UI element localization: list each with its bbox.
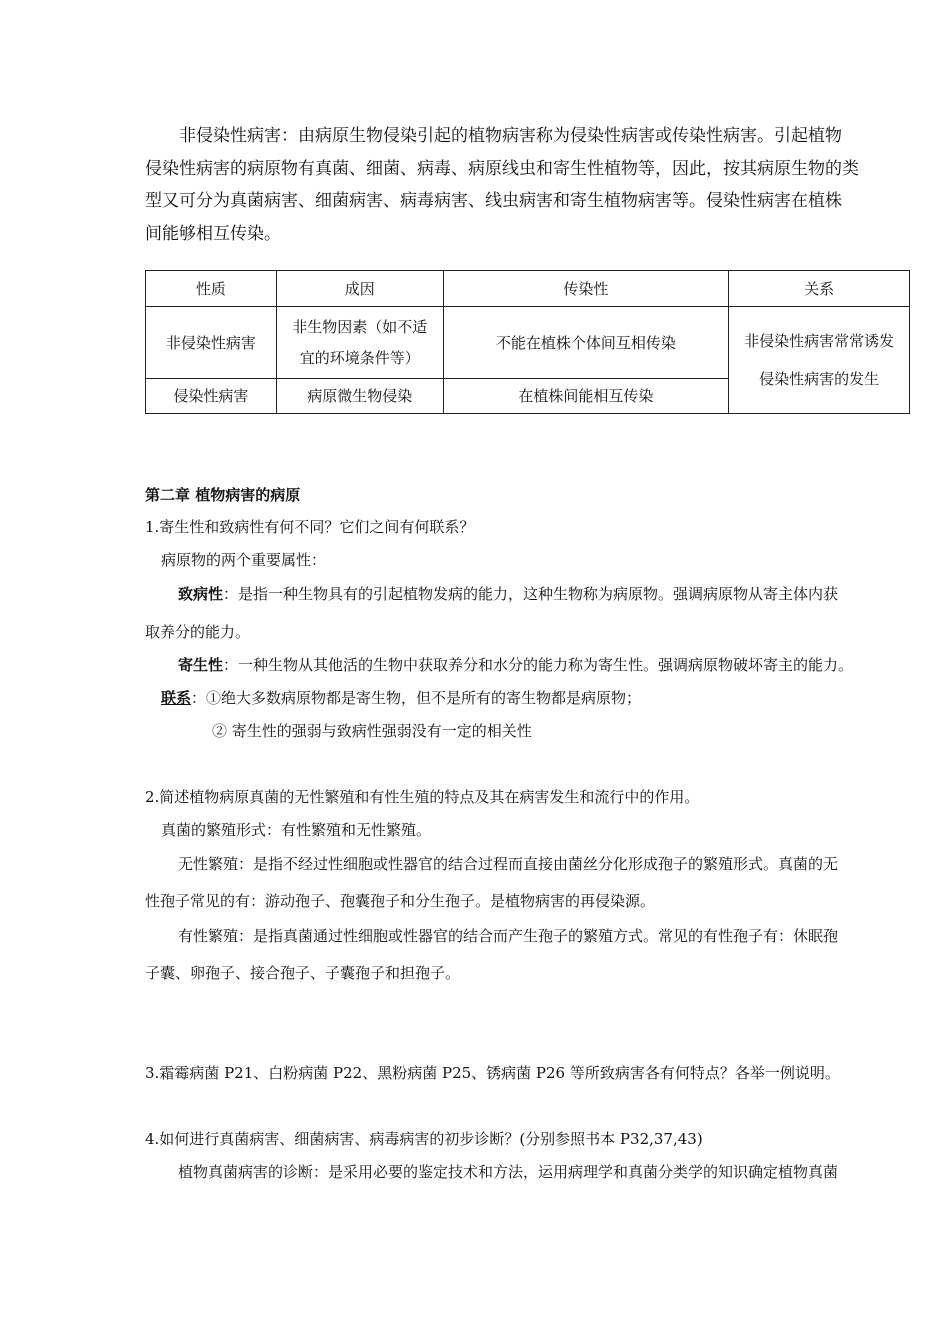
table-cell: 不能在植株个体间互相传染 [443,307,729,379]
table-header: 关系 [729,271,910,307]
question-3: 3.霜霉病菌 P21、白粉病菌 P22、黑粉病菌 P25、锈病菌 P26 等所致病害各有何特点？各举一例说明。 [145,1064,840,1082]
parasitism-line: 寄生性：一种生物从其他活的生物中获取养分和水分的能力称为寄生性。强调病原物破坏寄主的能力。 [178,656,854,674]
relation-term: 联系 [161,689,192,707]
table-cell: 非侵染性病害 [146,307,277,379]
intro-line: 型又可分为真菌病害、细菌病害、病毒病害、线虫病害和寄生植物病害等。侵染性病害在植株 [145,191,842,211]
table-cell: 非生物因素（如不适宜的环境条件等） [276,307,443,379]
table-header: 成因 [276,271,443,307]
q4-line: 植物真菌病害的诊断：是采用必要的鉴定技术和方法，运用病理学和真菌分类学的知识确定植物真菌 [178,1163,839,1181]
table-header-row [146,271,910,307]
table-cell: 侵染性病害 [146,379,277,414]
intro-line: 间能够相互传染。 [145,223,281,244]
intro-paragraph [145,120,913,250]
chapter-title: 第二章 植物病害的病原 [145,486,301,504]
sexual-line: 有性繁殖：是指真菌通过性细胞或性器官的结合而产生孢子的繁殖方式。常见的有性孢子有：休眠孢 [178,927,839,945]
sexual-line-2: 子囊、卵孢子、接合孢子、子囊孢子和担孢子。 [145,964,461,982]
table-cell: 在植株间能相互传染 [443,379,729,414]
asexual-line: 无性繁殖：是指不经过性细胞或性器官的结合过程而直接由菌丝分化形成孢子的繁殖形式。真菌的无 [178,855,839,873]
question-4: 4.如何进行真菌病害、细菌病害、病毒病害的初步诊断？(分别参照书本 P32,37,43) [145,1130,703,1148]
pathogenicity-term: 致病性 [178,585,224,603]
intro-line: 侵染性病害的病原物有真菌、细菌、病毒、病原线虫和寄生性植物等，因此，按其病原生物的类 [145,158,859,179]
asexual-line-2: 性孢子常见的有：游动孢子、孢囊孢子和分生孢子。是植物病害的再侵染源。 [145,892,656,910]
table-header: 传染性 [443,271,729,307]
question-1: 1.寄生性和致病性有何不同？它们之间有何联系？ [145,518,475,536]
comparison-table [145,270,910,414]
q1-intro: 病原物的两个重要属性： [161,551,327,569]
table-header: 性质 [146,271,277,307]
table-cell: 病原微生物侵染 [276,379,443,414]
q2-intro: 真菌的繁殖形式：有性繁殖和无性繁殖。 [161,821,432,839]
intro-line: 非侵染性病害：由病原生物侵染引起的植物病害称为侵染性病害或传染性病害。引起植物 [179,126,842,146]
relation-line-2: ② 寄生性的强弱与致病性强弱没有一定的相关性 [212,722,532,740]
pathogenicity-line: 致病性：是指一种生物具有的引起植物发病的能力，这种生物称为病原物。强调病原物从寄主体内获 [178,585,839,603]
relation-line: 联系：①绝大多数病原物都是寄生物，但不是所有的寄生物都是病原物； [161,689,642,707]
parasitism-term: 寄生性 [178,656,224,674]
question-2: 2.简述植物病原真菌的无性繁殖和有性生殖的特点及其在病害发生和流行中的作用。 [145,788,700,806]
pathogenicity-line-2: 取养分的能力。 [145,623,251,641]
table-cell-relation: 非侵染性病害常常诱发侵染性病害的发生 [729,307,910,414]
table-row [146,307,910,379]
